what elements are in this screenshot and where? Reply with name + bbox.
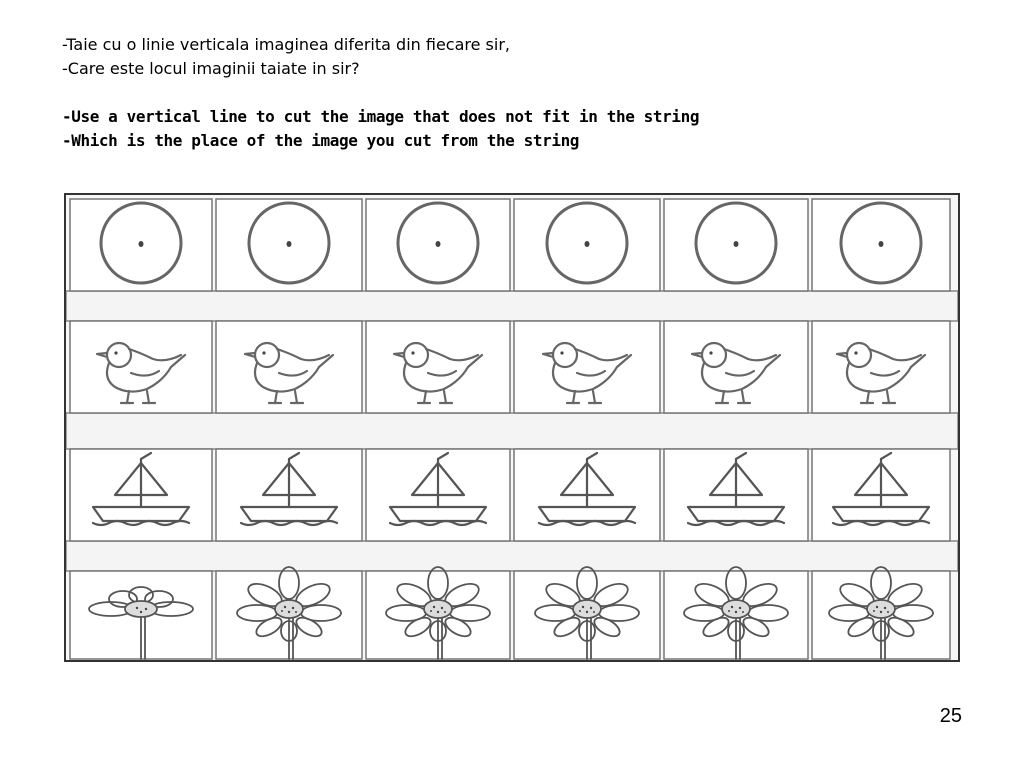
worksheet-image — [64, 193, 960, 662]
row-separator-1 — [66, 291, 958, 321]
cell-bird-3[interactable] — [366, 321, 510, 413]
cell-bird-2[interactable] — [216, 321, 362, 413]
row-separator-2 — [66, 413, 958, 449]
instruction-en-line-1: -Use a vertical line to cut the image that does not fit in the string — [62, 107, 700, 126]
page-number: 25 — [939, 705, 962, 727]
cell-bird-4[interactable] — [514, 321, 660, 413]
instruction-spacer — [62, 81, 862, 105]
instruction-en-line-2: -Which is the place of the image you cut from the string — [62, 131, 580, 150]
cell-bird-6[interactable] — [812, 321, 950, 413]
cell-bird-5[interactable] — [664, 321, 808, 413]
instructions-block — [62, 33, 862, 153]
instruction-ro-line-2: -Care este locul imaginii taiate in sir? — [62, 59, 360, 78]
instruction-ro-line-1: -Taie cu o linie verticala imaginea diferita din fiecare sir, — [62, 35, 510, 54]
row-separator-3 — [66, 541, 958, 571]
cell-bird-1[interactable] — [70, 321, 212, 413]
worksheet-drawing — [66, 195, 958, 660]
